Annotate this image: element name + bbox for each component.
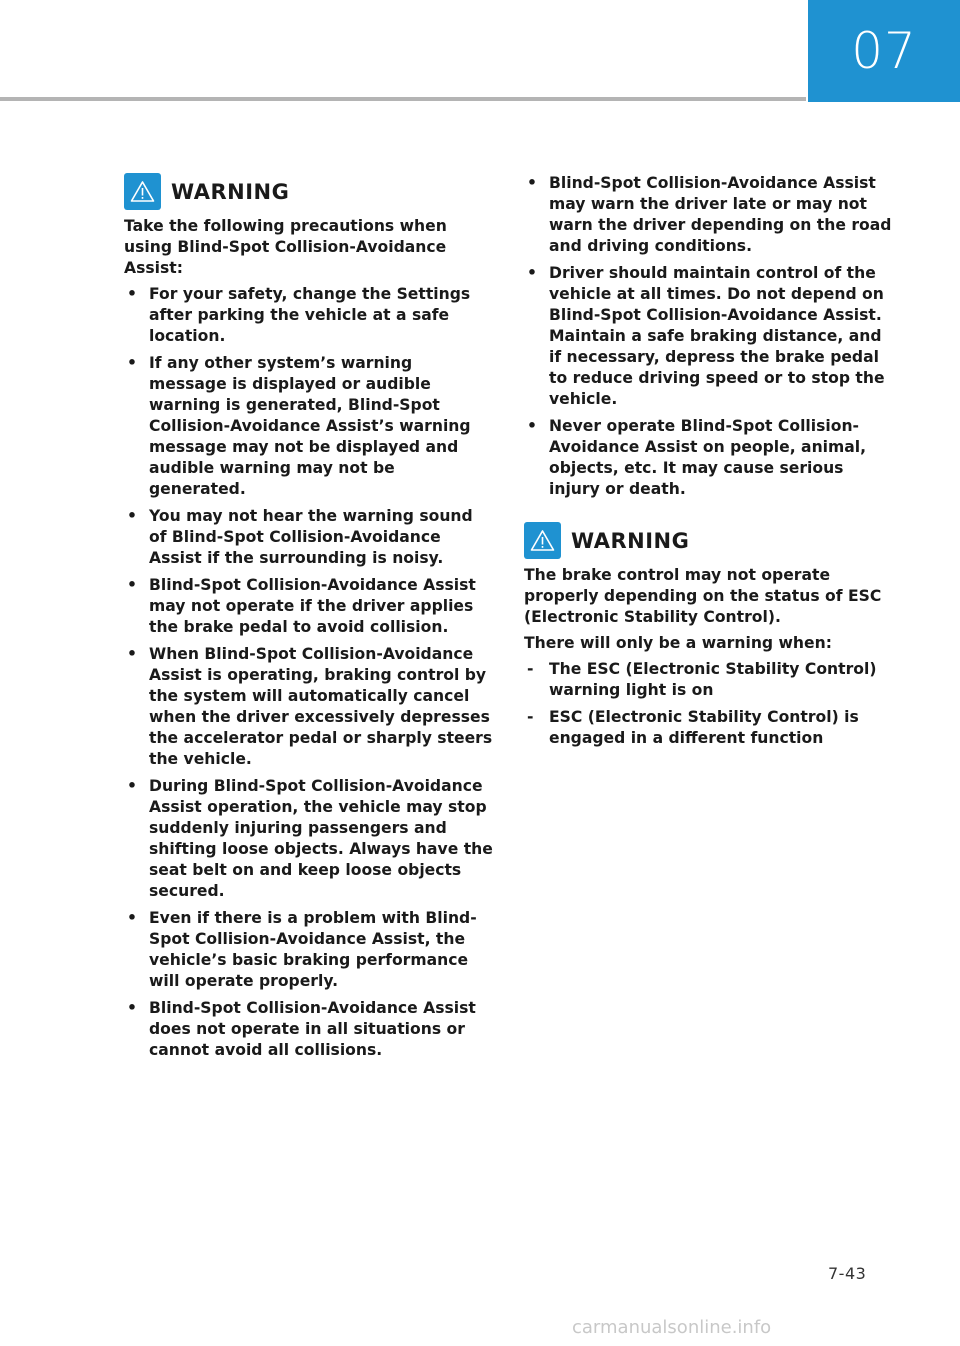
warning-title: WARNING bbox=[571, 528, 690, 553]
warning-intro: Take the following precautions when using Blind-Spot Collision-Avoidance Assist: bbox=[124, 217, 447, 277]
bullet-mark: • bbox=[127, 909, 137, 927]
dash-mark: - bbox=[527, 708, 534, 726]
list-item bbox=[524, 707, 896, 749]
list-item bbox=[524, 173, 896, 257]
list-item-text: Blind-Spot Collision-Avoidance Assist may warn the driver late or may not warn the driver depending on the road and driving conditions. bbox=[549, 174, 892, 255]
list-item bbox=[124, 644, 494, 770]
list-item-text: For your safety, change the Settings after parking the vehicle at a safe location. bbox=[149, 285, 471, 345]
condition-list bbox=[524, 659, 896, 749]
bullet-mark: • bbox=[127, 645, 137, 663]
warning-triangle-icon bbox=[524, 522, 561, 559]
list-item-text: You may not hear the warning sound of Blind-Spot Collision-Avoidance Assist if the surrounding is noisy. bbox=[149, 507, 473, 567]
page-number: 7-43 bbox=[828, 1264, 867, 1283]
bullet-mark: • bbox=[527, 264, 537, 282]
list-item-text: If any other system’s warning message is displayed or audible warning is generated, Blind-Spot Collision-Avoidance Assist’s warning message may not be displayed and audible warning may not be generated. bbox=[149, 354, 471, 498]
list-item bbox=[124, 506, 494, 569]
warning-triangle-icon bbox=[124, 173, 161, 210]
bullet-mark: • bbox=[127, 777, 137, 795]
left-column bbox=[124, 173, 494, 1067]
list-item bbox=[124, 998, 494, 1061]
list-item bbox=[124, 575, 494, 638]
list-item-text: Blind-Spot Collision-Avoidance Assist may not operate if the driver applies the brake pedal to avoid collision. bbox=[149, 576, 476, 636]
bullet-mark: • bbox=[127, 576, 137, 594]
bullet-mark: • bbox=[127, 285, 137, 303]
warning-header bbox=[524, 522, 896, 559]
list-item-text: Even if there is a problem with Blind-Spot Collision-Avoidance Assist, the vehicle’s basic braking performance will operate properly. bbox=[149, 909, 477, 990]
warning-intro: The brake control may not operate properly depending on the status of ESC (Electronic Stability Control). bbox=[524, 566, 882, 626]
precaution-list bbox=[124, 284, 494, 1061]
warning-title: WARNING bbox=[171, 179, 290, 204]
list-item bbox=[524, 416, 896, 500]
continued-precaution-list bbox=[524, 173, 896, 500]
warning-sub-intro: There will only be a warning when: bbox=[524, 634, 832, 652]
list-item-text: When Blind-Spot Collision-Avoidance Assist is operating, braking control by the system will automatically cancel when the driver excessively depresses the accelerator pedal or sharply steers the vehicle. bbox=[149, 645, 493, 768]
list-item bbox=[124, 908, 494, 992]
bullet-mark: • bbox=[527, 174, 537, 192]
list-item-text: Driver should maintain control of the vehicle at all times. Do not depend on Blind-Spot Collision-Avoidance Assist. Maintain a safe braking distance, and if necessary, depress the brake pedal to reduce driving speed or to stop the vehicle. bbox=[549, 264, 885, 408]
warning-header bbox=[124, 173, 494, 210]
list-item bbox=[124, 776, 494, 902]
list-item bbox=[524, 263, 896, 410]
chapter-tab: 07 bbox=[808, 0, 960, 102]
list-item-text: Blind-Spot Collision-Avoidance Assist does not operate in all situations or cannot avoid all collisions. bbox=[149, 999, 476, 1059]
list-item-text: Never operate Blind-Spot Collision-Avoidance Assist on people, animal, objects, etc. It may cause serious injury or death. bbox=[549, 417, 867, 498]
bullet-mark: • bbox=[527, 417, 537, 435]
list-item-text: ESC (Electronic Stability Control) is engaged in a different function bbox=[549, 708, 859, 747]
list-item bbox=[124, 284, 494, 347]
list-item bbox=[124, 353, 494, 500]
dash-mark: - bbox=[527, 660, 534, 678]
right-column bbox=[524, 173, 896, 755]
header-rule bbox=[0, 97, 806, 101]
list-item-text: The ESC (Electronic Stability Control) warning light is on bbox=[549, 660, 877, 699]
bullet-mark: • bbox=[127, 507, 137, 525]
list-item bbox=[524, 659, 896, 701]
watermark: carmanualsonline.info bbox=[572, 1317, 772, 1338]
bullet-mark: • bbox=[127, 999, 137, 1017]
bullet-mark: • bbox=[127, 354, 137, 372]
list-item-text: During Blind-Spot Collision-Avoidance Assist operation, the vehicle may stop suddenly injuring passengers and shifting loose objects. Always have the seat belt on and keep loose objects secured. bbox=[149, 777, 493, 900]
